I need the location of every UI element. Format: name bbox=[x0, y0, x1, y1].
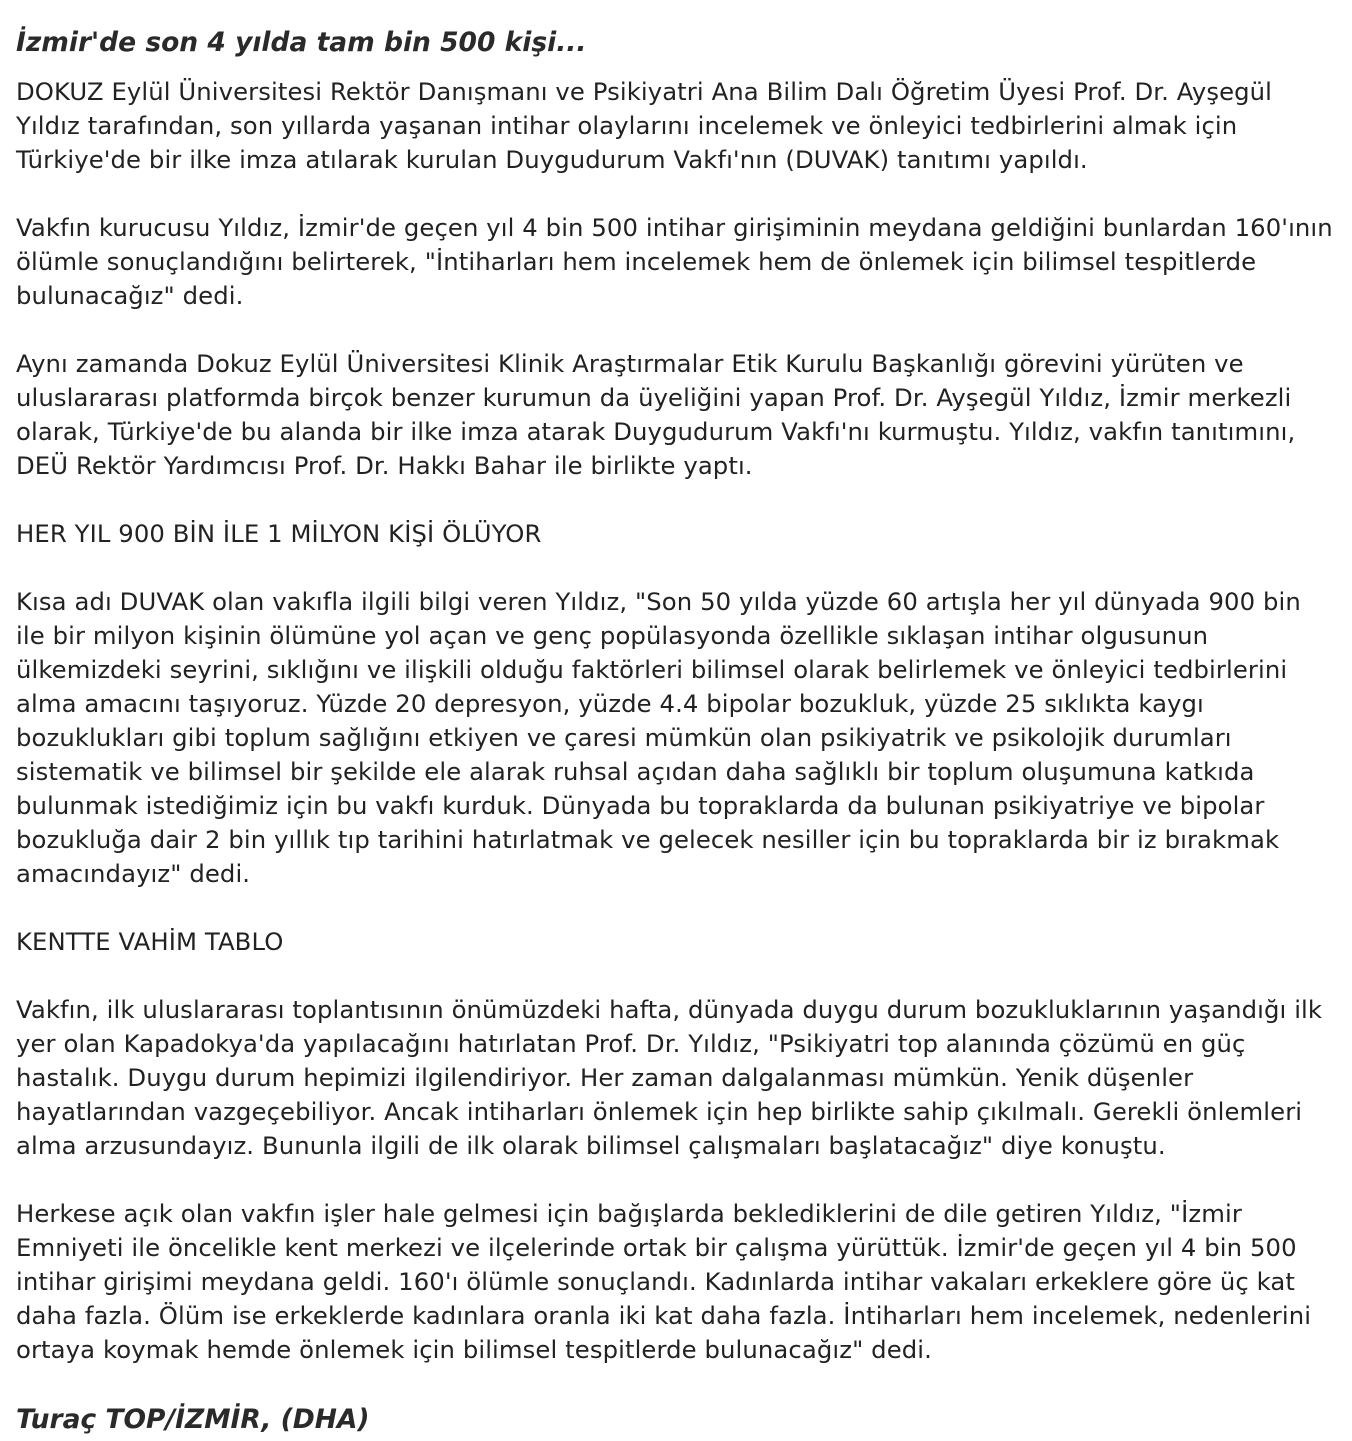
article-byline: Turaç TOP/İZMİR, (DHA) bbox=[16, 1404, 370, 1435]
article-paragraph-statistics: Herkese açık olan vakfın işler hale gelmesi için bağışlarda beklediklerini de dile getiren Yıldız, "İzmir Emniyeti ile öncelikle kent merkezi ve ilçelerinde ortak bir çalışma yürüttük. İzmir'de geçen yıl 4 bin 500 intihar girişimi meydana geldi. 160'ı ölümle sonuçlandı. Kadınlarda intihar vakaları erkeklere göre üç kat daha fazla. Ölüm ise erkeklerde kadınlara oranla iki kat daha fazla. İntiharları hem incelemek, nedenlerini ortaya koymak hemde önlemek için bilimsel tespitlerde bulunacağız" dedi. bbox=[16, 1199, 1312, 1364]
article-title: İzmir'de son 4 yılda tam bin 500 kişi... bbox=[16, 27, 587, 58]
article-subheading-deaths: HER YIL 900 BİN İLE 1 MİLYON KİŞİ ÖLÜYOR bbox=[16, 519, 542, 548]
article-paragraph-meeting: Vakfın, ilk uluslararası toplantısının önümüzdeki hafta, dünyada duygu durum bozukluklarının yaşandığı ilk yer olan Kapadokya'da yapılacağını hatırlatan Prof. Dr. Yıldız, "Psikiyatri top alanında çözümü en güç hastalık. Duygu durum hepimizi ilgilendiriyor. Her zaman dalgalanması mümkün. Yenik düşenler hayatlarından vazgeçebiliyor. Ancak intiharları önlemek için hep birlikte sahip çıkılmalı. Gerekli önlemleri alma arzusundayız. Bununla ilgili de ilk olarak bilimsel çalışmaları başlatacağız" diye konuştu. bbox=[16, 995, 1323, 1160]
article-paragraph-intro: DOKUZ Eylül Üniversitesi Rektör Danışmanı ve Psikiyatri Ana Bilim Dalı Öğretim Üyesi Prof. Dr. Ayşegül Yıldız tarafından, son yıllarda yaşanan intihar olaylarını incelemek ve önleyici tedbirlerini almak için Türkiye'de bir ilke imza atılarak kurulan Duygudurum Vakfı'nın (DUVAK) tanıtımı yapıldı. bbox=[16, 77, 1273, 174]
news-article bbox=[16, 22, 1336, 1441]
article-paragraph-background: Aynı zamanda Dokuz Eylül Üniversitesi Klinik Araştırmalar Etik Kurulu Başkanlığı görevini yürüten ve uluslararası platformda birçok benzer kurumun da üyeliğini yapan Prof. Dr. Ayşegül Yıldız, İzmir merkezli olarak, Türkiye'de bu alanda bir ilke imza atarak Duygudurum Vakfı'nı kurmuştu. Yıldız, vakfın tanıtımını, DEÜ Rektör Yardımcısı Prof. Dr. Hakkı Bahar ile birlikte yaptı. bbox=[16, 349, 1296, 480]
article-paragraph-founder-quote: Vakfın kurucusu Yıldız, İzmir'de geçen yıl 4 bin 500 intihar girişiminin meydana geldiğini bunlardan 160'ının ölümle sonuçlandığını belirterek, "İntiharları hem incelemek hem de önlemek için bilimsel tespitlerde bulunacağız" dedi. bbox=[16, 213, 1333, 310]
article-subheading-city: KENTTE VAHİM TABLO bbox=[16, 927, 284, 956]
article-paragraph-duvak: Kısa adı DUVAK olan vakıfla ilgili bilgi veren Yıldız, "Son 50 yılda yüzde 60 artışla her yıl dünyada 900 bin ile bir milyon kişinin ölümüne yol açan ve genç popülasyonda özellikle sıklaşan intihar olgusunun ülkemizdeki seyrini, sıklığını ve ilişkili olduğu faktörleri bilimsel olarak belirlemek ve önleyici tedbirlerini alma amacını taşıyoruz. Yüzde 20 depresyon, yüzde 4.4 bipolar bozukluk, yüzde 25 sıklıkta kaygı bozuklukları gibi toplum sağlığını etkiyen ve çaresi mümkün olan psikiyatrik ve psikolojik durumları sistematik ve bilimsel bir şekilde ele alarak ruhsal açıdan daha sağlıklı bir toplum oluşumuna katkıda bulunmak istediğimiz için bu vakfı kurduk. Dünyada bu topraklarda da bulunan psikiyatriye ve bipolar bozukluğa dair 2 bin yıllık tıp tarihini hatırlatmak ve gelecek nesiller için bu topraklarda bir iz bırakmak amacındayız" dedi. bbox=[16, 587, 1301, 888]
